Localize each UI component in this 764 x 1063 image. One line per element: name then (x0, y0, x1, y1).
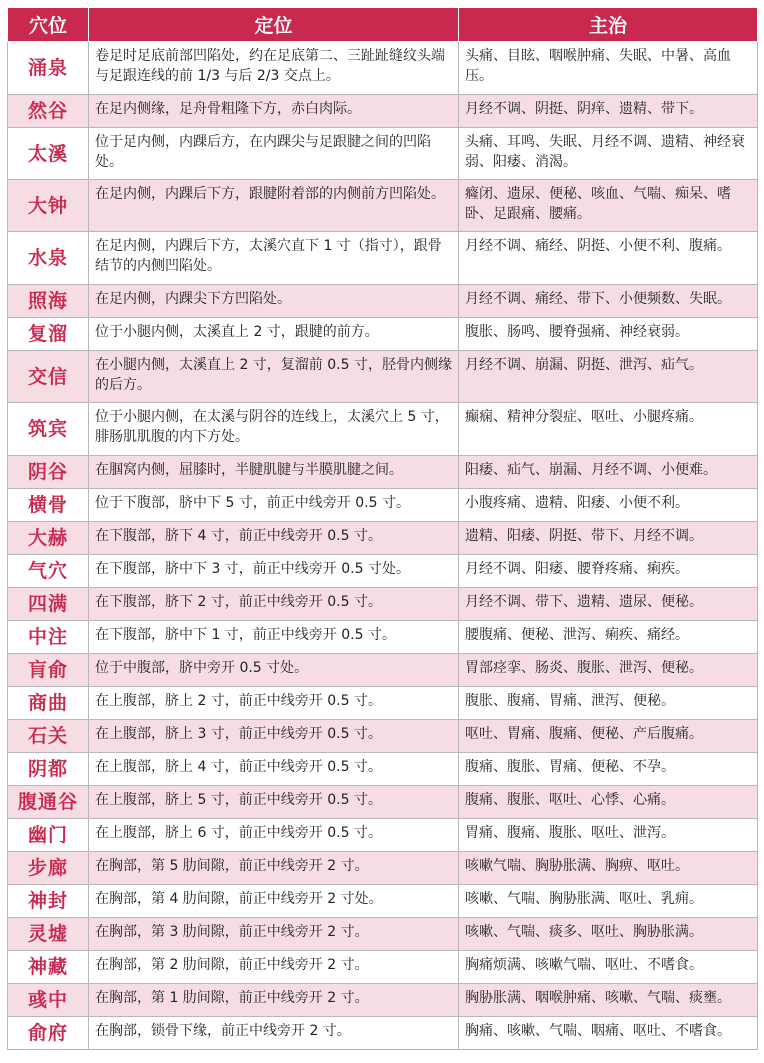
acupoint-name-cell: 涌泉 (8, 42, 89, 95)
table-row (8, 753, 758, 786)
indication-cell: 胃部痉挛、肠炎、腹胀、泄泻、便秘。 (459, 654, 758, 687)
indication-cell: 呕吐、胃痛、腹痛、便秘、产后腹痛。 (459, 720, 758, 753)
location-cell: 在胸部，锁骨下缘，前正中线旁开 2 寸。 (89, 1017, 459, 1050)
location-cell: 在上腹部，脐上 2 寸，前正中线旁开 0.5 寸。 (89, 687, 459, 720)
table-row (8, 95, 758, 128)
acupoint-name-cell: 复溜 (8, 318, 89, 351)
location-cell: 在腘窝内侧，屈膝时，半腱肌腱与半膜肌腱之间。 (89, 456, 459, 489)
location-cell: 在胸部，第 5 肋间隙，前正中线旁开 2 寸。 (89, 852, 459, 885)
indication-cell: 腹痛、腹胀、胃痛、便秘、不孕。 (459, 753, 758, 786)
acupoint-name-cell: 中注 (8, 621, 89, 654)
table-row (8, 984, 758, 1017)
acupoint-name-cell: 阴谷 (8, 456, 89, 489)
acupoint-name-cell: 石关 (8, 720, 89, 753)
table-row (8, 403, 758, 456)
header-acupoint: 穴位 (8, 8, 89, 42)
acupoint-name-cell: 交信 (8, 351, 89, 403)
table-header-row (8, 8, 758, 42)
location-cell: 在足内侧，内踝后下方，跟腱附着部的内侧前方凹陷处。 (89, 180, 459, 232)
location-cell: 位于小腿内侧，太溪直上 2 寸，跟腱的前方。 (89, 318, 459, 351)
table-row (8, 42, 758, 95)
location-cell: 在下腹部，脐中下 3 寸，前正中线旁开 0.5 寸处。 (89, 555, 459, 588)
header-location: 定位 (89, 8, 459, 42)
table-row (8, 621, 758, 654)
acupoint-name-cell: 筑宾 (8, 403, 89, 456)
indication-cell: 咳嗽气喘、胸胁胀满、胸痹、呕吐。 (459, 852, 758, 885)
header-indication: 主治 (459, 8, 758, 42)
indication-cell: 胸痛烦满、咳嗽气喘、呕吐、不嗜食。 (459, 951, 758, 984)
acupoint-name-cell: 俞府 (8, 1017, 89, 1050)
indication-cell: 胃痛、腹痛、腹胀、呕吐、泄泻。 (459, 819, 758, 852)
indication-cell: 腰腹痛、便秘、泄泻、痢疾、痛经。 (459, 621, 758, 654)
acupoint-name-cell: 幽门 (8, 819, 89, 852)
table-row (8, 351, 758, 403)
indication-cell: 月经不调、带下、遗精、遗尿、便秘。 (459, 588, 758, 621)
location-cell: 在足内侧缘，足舟骨粗隆下方，赤白肉际。 (89, 95, 459, 128)
acupoint-name-cell: 神封 (8, 885, 89, 918)
acupoint-name-cell: 太溪 (8, 128, 89, 180)
location-cell: 在胸部，第 4 肋间隙，前正中线旁开 2 寸处。 (89, 885, 459, 918)
indication-cell: 癃闭、遗尿、便秘、咳血、气喘、痴呆、嗜卧、足跟痛、腰痛。 (459, 180, 758, 232)
location-cell: 位于足内侧，内踝后方，在内踝尖与足跟腱之间的凹陷处。 (89, 128, 459, 180)
location-cell: 在下腹部，脐下 2 寸，前正中线旁开 0.5 寸。 (89, 588, 459, 621)
location-cell: 在胸部，第 3 肋间隙，前正中线旁开 2 寸。 (89, 918, 459, 951)
indication-cell: 癫痫、精神分裂症、呕吐、小腿疼痛。 (459, 403, 758, 456)
location-cell: 在上腹部，脐上 6 寸，前正中线旁开 0.5 寸。 (89, 819, 459, 852)
acupoint-name-cell: 气穴 (8, 555, 89, 588)
indication-cell: 月经不调、痛经、阴挺、小便不利、腹痛。 (459, 232, 758, 285)
table-row (8, 318, 758, 351)
table-row (8, 687, 758, 720)
indication-cell: 腹胀、肠鸣、腰脊强痛、神经衰弱。 (459, 318, 758, 351)
table-row (8, 232, 758, 285)
table-row (8, 885, 758, 918)
acupoint-name-cell: 步廊 (8, 852, 89, 885)
location-cell: 在足内侧，内踝尖下方凹陷处。 (89, 285, 459, 318)
indication-cell: 头痛、目眩、咽喉肿痛、失眠、中暑、高血压。 (459, 42, 758, 95)
location-cell: 在下腹部，脐中下 1 寸，前正中线旁开 0.5 寸。 (89, 621, 459, 654)
indication-cell: 胸痛、咳嗽、气喘、咽痛、呕吐、不嗜食。 (459, 1017, 758, 1050)
indication-cell: 腹胀、腹痛、胃痛、泄泻、便秘。 (459, 687, 758, 720)
location-cell: 在上腹部，脐上 3 寸，前正中线旁开 0.5 寸。 (89, 720, 459, 753)
table-row (8, 489, 758, 522)
acupoint-table (7, 7, 758, 1050)
location-cell: 卷足时足底前部凹陷处，约在足底第二、三趾趾缝纹头端与足跟连线的前 1/3 与后 2/3 交点上。 (89, 42, 459, 95)
acupoint-name-cell: 大赫 (8, 522, 89, 555)
table-row (8, 852, 758, 885)
table-row (8, 522, 758, 555)
acupoint-name-cell: 大钟 (8, 180, 89, 232)
table-row (8, 951, 758, 984)
table-row (8, 654, 758, 687)
location-cell: 位于中腹部，脐中旁开 0.5 寸处。 (89, 654, 459, 687)
indication-cell: 月经不调、痛经、带下、小便频数、失眠。 (459, 285, 758, 318)
indication-cell: 月经不调、崩漏、阴挺、泄泻、疝气。 (459, 351, 758, 403)
indication-cell: 头痛、耳鸣、失眠、月经不调、遗精、神经衰弱、阳痿、消渴。 (459, 128, 758, 180)
table-row (8, 128, 758, 180)
acupoint-name-cell: 灵墟 (8, 918, 89, 951)
location-cell: 在下腹部，脐下 4 寸，前正中线旁开 0.5 寸。 (89, 522, 459, 555)
table-row (8, 555, 758, 588)
acupoint-name-cell: 阴都 (8, 753, 89, 786)
table-row (8, 1017, 758, 1050)
table-row (8, 285, 758, 318)
indication-cell: 月经不调、阳痿、腰脊疼痛、痢疾。 (459, 555, 758, 588)
indication-cell: 胸胁胀满、咽喉肿痛、咳嗽、气喘、痰壅。 (459, 984, 758, 1017)
location-cell: 在胸部，第 2 肋间隙，前正中线旁开 2 寸。 (89, 951, 459, 984)
location-cell: 在上腹部，脐上 5 寸，前正中线旁开 0.5 寸。 (89, 786, 459, 819)
acupoint-name-cell: 然谷 (8, 95, 89, 128)
acupoint-name-cell: 神藏 (8, 951, 89, 984)
table-row (8, 456, 758, 489)
location-cell: 位于下腹部，脐中下 5 寸，前正中线旁开 0.5 寸。 (89, 489, 459, 522)
location-cell: 位于小腿内侧，在太溪与阴谷的连线上，太溪穴上 5 寸，腓肠肌肌腹的内下方处。 (89, 403, 459, 456)
location-cell: 在上腹部，脐上 4 寸，前正中线旁开 0.5 寸。 (89, 753, 459, 786)
acupoint-name-cell: 四满 (8, 588, 89, 621)
acupoint-name-cell: 腹通谷 (8, 786, 89, 819)
indication-cell: 咳嗽、气喘、胸胁胀满、呕吐、乳痈。 (459, 885, 758, 918)
indication-cell: 腹痛、腹胀、呕吐、心悸、心痛。 (459, 786, 758, 819)
table-row (8, 720, 758, 753)
location-cell: 在小腿内侧，太溪直上 2 寸，复溜前 0.5 寸，胫骨内侧缘的后方。 (89, 351, 459, 403)
acupoint-name-cell: 水泉 (8, 232, 89, 285)
indication-cell: 阳痿、疝气、崩漏、月经不调、小便难。 (459, 456, 758, 489)
location-cell: 在胸部，第 1 肋间隙，前正中线旁开 2 寸。 (89, 984, 459, 1017)
indication-cell: 小腹疼痛、遗精、阳痿、小便不利。 (459, 489, 758, 522)
table-row (8, 180, 758, 232)
indication-cell: 遗精、阳痿、阴挺、带下、月经不调。 (459, 522, 758, 555)
acupoint-name-cell: 彧中 (8, 984, 89, 1017)
table-row (8, 918, 758, 951)
acupoint-name-cell: 商曲 (8, 687, 89, 720)
indication-cell: 咳嗽、气喘、痰多、呕吐、胸胁胀满。 (459, 918, 758, 951)
location-cell: 在足内侧，内踝后下方，太溪穴直下 1 寸（指寸），跟骨结节的内侧凹陷处。 (89, 232, 459, 285)
acupoint-name-cell: 横骨 (8, 489, 89, 522)
table-row (8, 588, 758, 621)
table-row (8, 786, 758, 819)
acupoint-name-cell: 肓俞 (8, 654, 89, 687)
table-row (8, 819, 758, 852)
indication-cell: 月经不调、阴挺、阴痒、遗精、带下。 (459, 95, 758, 128)
acupoint-name-cell: 照海 (8, 285, 89, 318)
